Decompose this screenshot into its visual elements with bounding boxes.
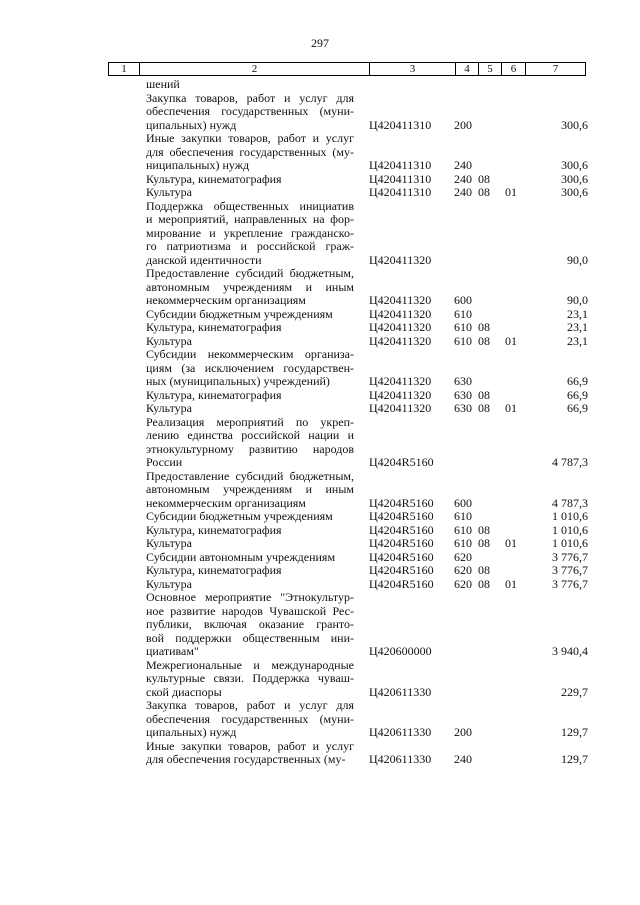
- row-description: [146, 321, 354, 335]
- row-code: Ц4204R5160: [369, 536, 434, 550]
- description-line: циям (за исключением государствен-: [146, 360, 354, 375]
- table-row: [0, 578, 640, 592]
- description-line: мирование и укрепление гражданско-: [146, 225, 354, 240]
- table-row: [0, 78, 640, 92]
- description-line: ное развитие народов Чувашской Рес-: [146, 603, 354, 618]
- row-col-5: 08: [478, 522, 490, 537]
- description-line: этнокультурному развитию народов: [146, 441, 354, 456]
- description-line: Культура: [146, 576, 192, 591]
- description-line: Предоставление субсидий бюджетным,: [146, 468, 354, 483]
- row-code: Ц420411320: [369, 333, 432, 348]
- description-line: Предоставление субсидий бюджетным,: [146, 266, 354, 280]
- description-line: Культура, кинематография: [146, 171, 282, 186]
- table-row: [0, 659, 640, 700]
- row-code: Ц420411320: [369, 252, 432, 267]
- description-line: Культура: [146, 333, 192, 348]
- description-line: вой поддержки общественным ини-: [146, 630, 354, 645]
- table-row: [0, 591, 640, 659]
- table-row: [0, 740, 640, 767]
- description-line: Межрегиональные и международные: [146, 657, 354, 672]
- row-code: Ц420411320: [369, 306, 432, 321]
- description-line: Основное мероприятие "Этнокультур-: [146, 590, 354, 604]
- description-line: для обеспечения государственных (му-: [146, 752, 346, 766]
- row-amount: 300,6: [561, 117, 588, 132]
- row-description: [146, 200, 354, 268]
- description-line: Культура: [146, 536, 192, 550]
- row-col-4: 610: [454, 522, 472, 537]
- description-line: Культура: [146, 401, 192, 415]
- description-line: го патриотизма и российской граж-: [146, 239, 354, 253]
- row-col-4: 240: [454, 171, 472, 186]
- row-amount: 1 010,6: [552, 536, 588, 550]
- row-col-6: 01: [505, 401, 517, 415]
- row-col-4: 620: [454, 549, 472, 564]
- row-description: [146, 308, 354, 322]
- table-row: [0, 402, 640, 416]
- row-description: [146, 537, 354, 551]
- row-description: [146, 389, 354, 403]
- description-line: обеспечения государственных (муни-: [146, 711, 354, 726]
- description-line: ных (муниципальных) учреждений): [146, 374, 330, 388]
- row-amount: 1 010,6: [552, 509, 588, 523]
- table-row: [0, 200, 640, 268]
- row-col-4: 600: [454, 495, 472, 510]
- table-row: [0, 173, 640, 187]
- row-code: Ц420411320: [369, 320, 432, 334]
- row-col-5: 08: [478, 563, 490, 577]
- table-header: [108, 62, 586, 76]
- row-description: [146, 659, 354, 700]
- description-line: циативам": [146, 644, 199, 658]
- row-code: Ц420411310: [369, 171, 432, 186]
- description-line: Закупка товаров, работ и услуг для: [146, 698, 354, 712]
- row-col-6: 01: [505, 536, 517, 550]
- description-line: Культура: [146, 185, 192, 199]
- header-col-2: 2: [140, 63, 370, 75]
- row-description: [146, 402, 354, 416]
- row-code: Ц420411320: [369, 293, 432, 307]
- row-col-4: 630: [454, 401, 472, 415]
- description-line: Культура, кинематография: [146, 387, 282, 402]
- row-amount: 1 010,6: [552, 522, 588, 537]
- row-code: Ц420611330: [369, 752, 432, 766]
- table-row: [0, 470, 640, 511]
- table-row: [0, 524, 640, 538]
- row-amount: 66,9: [567, 387, 588, 402]
- row-col-5: 08: [478, 387, 490, 402]
- table-row: [0, 389, 640, 403]
- row-code: Ц420600000: [369, 644, 432, 658]
- row-description: [146, 470, 354, 511]
- row-col-4: 240: [454, 185, 472, 199]
- description-line: автономным учреждениям и иным: [146, 482, 354, 496]
- row-col-5: 08: [478, 171, 490, 186]
- row-col-4: 200: [454, 725, 472, 739]
- row-amount: 4 787,3: [552, 495, 588, 510]
- table-row: [0, 699, 640, 740]
- row-code: Ц420411320: [369, 374, 432, 388]
- row-amount: 3 940,4: [552, 644, 588, 658]
- row-code: Ц420411310: [369, 158, 432, 172]
- row-col-4: 610: [454, 320, 472, 334]
- row-description: [146, 348, 354, 389]
- row-code: Ц420411310: [369, 117, 432, 132]
- description-line: шений: [146, 77, 180, 91]
- row-code: Ц4204R5160: [369, 576, 434, 591]
- row-description: [146, 132, 354, 173]
- row-description: [146, 578, 354, 592]
- table-row: [0, 92, 640, 133]
- table-row: [0, 510, 640, 524]
- row-description: [146, 416, 354, 470]
- table-row: [0, 537, 640, 551]
- row-col-5: 08: [478, 536, 490, 550]
- description-line: ципальных) нужд: [146, 117, 237, 132]
- row-amount: 300,6: [561, 185, 588, 199]
- row-description: [146, 699, 354, 740]
- description-line: Иные закупки товаров, работ и услуг: [146, 131, 354, 145]
- row-col-6: 01: [505, 333, 517, 348]
- row-code: Ц4204R5160: [369, 522, 434, 537]
- row-description: [146, 78, 354, 92]
- table-row: [0, 308, 640, 322]
- row-description: [146, 335, 354, 349]
- description-line: автономным учреждениям и иным: [146, 279, 354, 294]
- row-code: Ц4204R5160: [369, 549, 434, 564]
- description-line: Культура, кинематография: [146, 563, 282, 577]
- table-row: [0, 186, 640, 200]
- description-line: Иные закупки товаров, работ и услуг: [146, 738, 354, 753]
- table-row: [0, 321, 640, 335]
- row-col-5: 08: [478, 333, 490, 348]
- table-row: [0, 132, 640, 173]
- row-col-4: 630: [454, 387, 472, 402]
- row-description: [146, 510, 354, 524]
- description-line: Поддержка общественных инициатив: [146, 198, 354, 213]
- row-amount: 66,9: [567, 401, 588, 415]
- row-col-5: 08: [478, 576, 490, 591]
- row-amount: 66,9: [567, 374, 588, 388]
- row-code: Ц420411320: [369, 387, 432, 402]
- row-code: Ц420611330: [369, 725, 432, 739]
- header-col-4: 4: [456, 63, 479, 75]
- description-line: обеспечения государственных (муни-: [146, 104, 354, 118]
- row-description: [146, 92, 354, 133]
- row-amount: 23,1: [567, 333, 588, 348]
- table-row: [0, 564, 640, 578]
- row-description: [146, 591, 354, 659]
- description-line: Культура, кинематография: [146, 320, 282, 334]
- row-amount: 3 776,7: [552, 576, 588, 591]
- description-line: ской диаспоры: [146, 684, 222, 699]
- row-code: Ц4204R5160: [369, 563, 434, 577]
- row-amount: 129,7: [561, 725, 588, 739]
- row-col-4: 610: [454, 536, 472, 550]
- row-description: [146, 564, 354, 578]
- row-col-4: 610: [454, 509, 472, 523]
- row-amount: 3 776,7: [552, 549, 588, 564]
- row-col-4: 240: [454, 158, 472, 172]
- row-col-5: 08: [478, 320, 490, 334]
- description-line: Субсидии бюджетным учреждениям: [146, 509, 333, 523]
- row-col-6: 01: [505, 185, 517, 199]
- row-code: Ц420411320: [369, 401, 432, 415]
- description-line: Культура, кинематография: [146, 522, 282, 537]
- row-amount: 90,0: [567, 293, 588, 307]
- row-amount: 23,1: [567, 320, 588, 334]
- row-description: [146, 740, 354, 767]
- row-col-4: 620: [454, 576, 472, 591]
- description-line: Субсидии бюджетным учреждениям: [146, 306, 333, 321]
- description-line: ципальных) нужд: [146, 725, 237, 739]
- header-col-7: 7: [552, 63, 559, 75]
- description-line: Субсидии некоммерческим организа-: [146, 347, 354, 361]
- row-amount: 300,6: [561, 158, 588, 172]
- header-col-6: 6: [502, 63, 526, 75]
- header-col-5: 5: [479, 63, 502, 75]
- description-line: Субсидии автономным учреждениям: [146, 549, 336, 564]
- description-line: данской идентичности: [146, 252, 262, 267]
- header-col-3: 3: [370, 63, 456, 75]
- row-description: [146, 173, 354, 187]
- description-line: публики, включая оказание гранто-: [146, 617, 354, 631]
- row-code: Ц4204R5160: [369, 495, 434, 510]
- row-col-4: 610: [454, 306, 472, 321]
- description-line: лению единства российской нации и: [146, 428, 354, 442]
- row-col-5: 08: [478, 401, 490, 415]
- row-col-4: 610: [454, 333, 472, 348]
- row-amount: 23,1: [567, 306, 588, 321]
- row-description: [146, 551, 354, 565]
- table-row: [0, 348, 640, 389]
- table-row: [0, 416, 640, 470]
- description-line: и мероприятий, направленных на фор-: [146, 212, 354, 226]
- description-line: некоммерческим организациям: [146, 293, 306, 307]
- row-col-4: 200: [454, 117, 472, 132]
- row-col-4: 620: [454, 563, 472, 577]
- table-row: [0, 335, 640, 349]
- row-amount: 4 787,3: [552, 455, 588, 469]
- description-line: для обеспечения государственных (му-: [146, 144, 354, 159]
- row-amount: 90,0: [567, 252, 588, 267]
- table-row: [0, 267, 640, 308]
- description-line: Реализация мероприятий по укреп-: [146, 414, 354, 429]
- row-amount: 229,7: [561, 684, 588, 699]
- row-description: [146, 524, 354, 538]
- row-description: [146, 186, 354, 200]
- row-code: Ц420411310: [369, 185, 432, 199]
- header-col-1: 1: [109, 63, 140, 75]
- description-line: ниципальных) нужд: [146, 158, 250, 172]
- row-col-4: 240: [454, 752, 472, 766]
- row-col-6: 01: [505, 576, 517, 591]
- table-row: [0, 551, 640, 565]
- row-amount: 3 776,7: [552, 563, 588, 577]
- description-line: культурные связи. Поддержка чуваш-: [146, 671, 354, 685]
- row-code: Ц4204R5160: [369, 455, 434, 469]
- description-line: России: [146, 455, 183, 469]
- row-amount: 129,7: [561, 752, 588, 766]
- row-col-4: 600: [454, 293, 472, 307]
- row-code: Ц420611330: [369, 684, 432, 699]
- row-col-5: 08: [478, 185, 490, 199]
- description-line: Закупка товаров, работ и услуг для: [146, 90, 354, 105]
- row-code: Ц4204R5160: [369, 509, 434, 523]
- row-col-4: 630: [454, 374, 472, 388]
- row-description: [146, 267, 354, 308]
- description-line: некоммерческим организациям: [146, 495, 306, 510]
- row-amount: 300,6: [561, 171, 588, 186]
- page-number: 297: [311, 36, 329, 50]
